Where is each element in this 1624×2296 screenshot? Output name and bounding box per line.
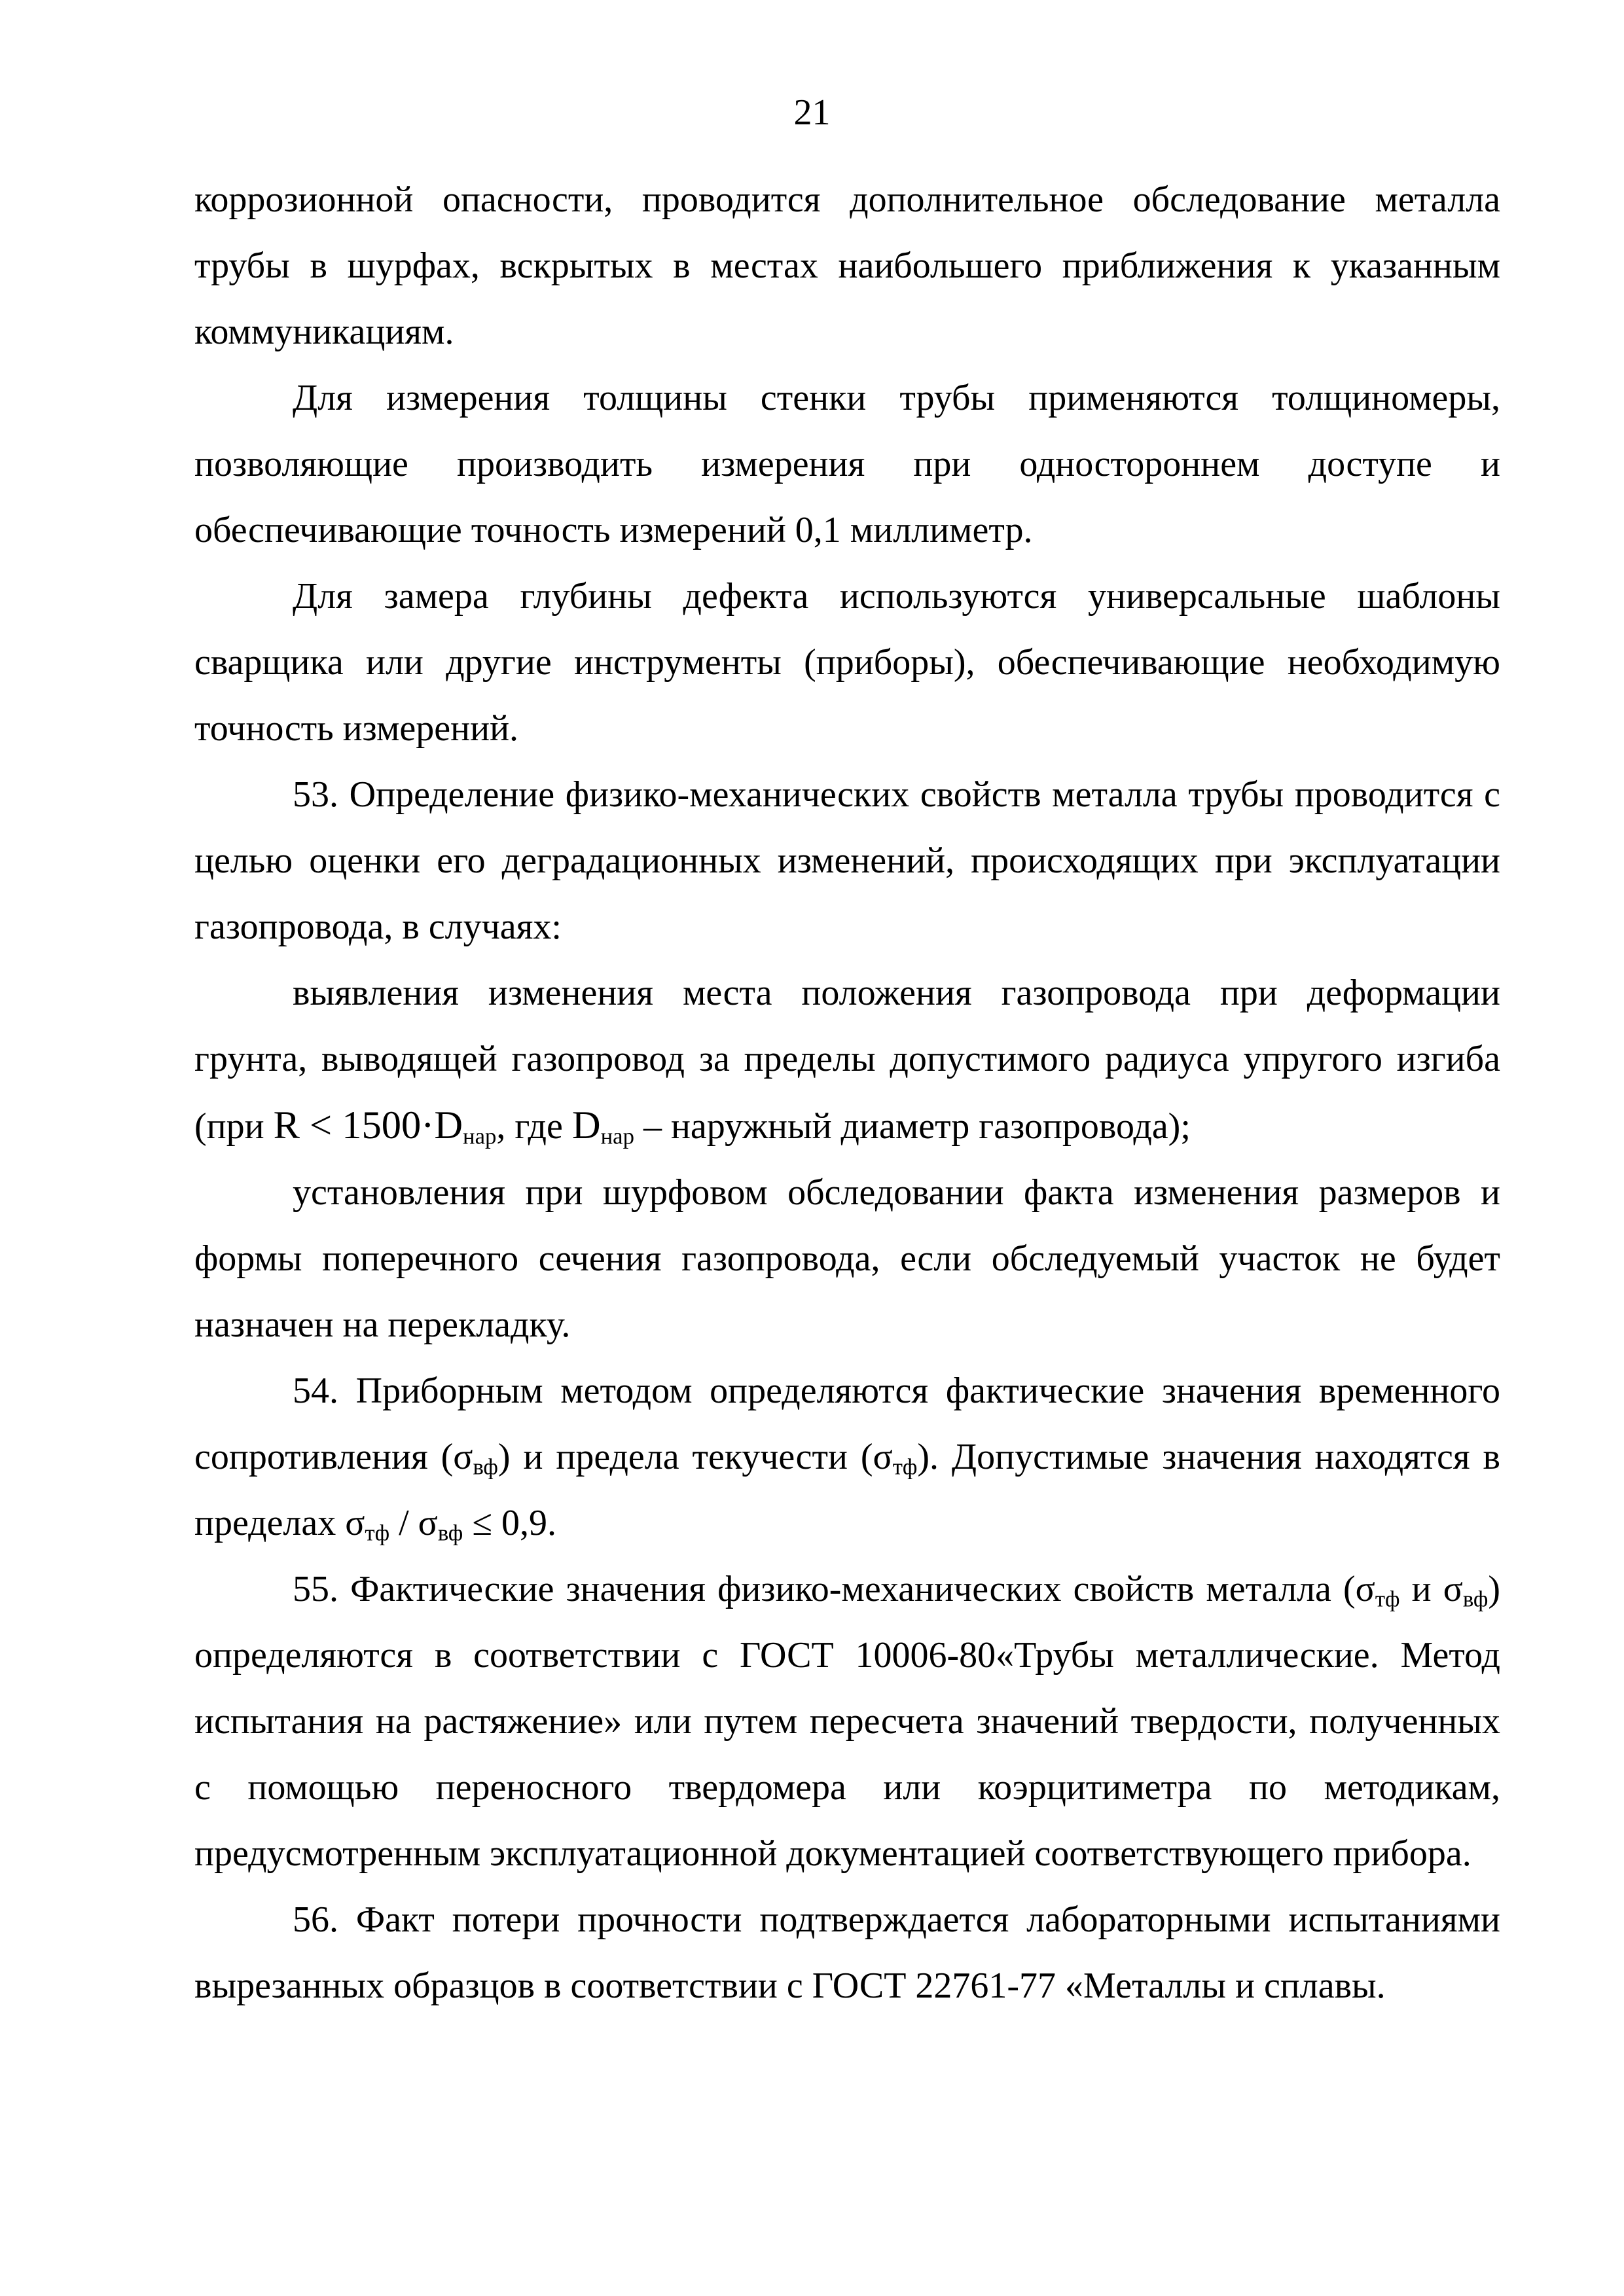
text-run: и σ bbox=[1399, 1569, 1463, 1609]
paragraph-55 bbox=[194, 1556, 1500, 1887]
subscript: тф bbox=[892, 1454, 918, 1480]
paragraph-continuation: коррозионной опасности, проводится дополнительное обследование металла трубы в шурфах, вскрытых в местах наибольшего приближения к указанным коммуникациям. bbox=[194, 179, 1500, 352]
text-run: ). Допустимые значения находятся в пределах σ bbox=[194, 1437, 1501, 1543]
subscript: вф bbox=[437, 1520, 463, 1546]
text-run: ) и предела текучести (σ bbox=[497, 1437, 893, 1477]
subscript: вф bbox=[473, 1454, 498, 1480]
subscript: тф bbox=[1375, 1586, 1400, 1612]
page-number: 21 bbox=[793, 92, 831, 133]
paragraph-53-case-cross-section: установления при шурфовом обследовании факта изменения размеров и формы поперечного сечения газопровода, если обследуемый участок не будет назначен на перекладку. bbox=[194, 1172, 1500, 1345]
subscript: тф bbox=[365, 1520, 390, 1546]
text-run: , где bbox=[496, 1106, 572, 1147]
text-run: / σ bbox=[389, 1503, 438, 1543]
text-run: выявления изменения места положения газопровода при деформации грунта, выводящей газопровод за пределы допустимого радиуса упругого изгиба (при bbox=[194, 973, 1500, 1147]
formula-radius: R < 1500·D bbox=[273, 1103, 463, 1147]
text-run: 54. Приборным методом определяются фактические значения временного сопротивления (σ bbox=[194, 1371, 1500, 1477]
paragraph-53: 53. Определение физико-механических свойств металла трубы проводится с целью оценки его деградационных изменений, происходящих при эксплуатации газопровода, в случаях: bbox=[194, 774, 1500, 947]
subscript: нар bbox=[463, 1123, 497, 1149]
paragraph-defect-depth: Для замера глубины дефекта используются универсальные шаблоны сварщика или другие инструменты (приборы), обеспечивающие необходимую точность измерений. bbox=[194, 576, 1500, 749]
text-run: – наружный диаметр газопровода); bbox=[634, 1106, 1191, 1147]
paragraph-53-case-deformation bbox=[194, 960, 1500, 1160]
text-run: 55. Фактические значения физико-механических свойств металла (σ bbox=[293, 1569, 1375, 1609]
subscript: вф bbox=[1462, 1586, 1489, 1612]
text-run: ≤ 0,9. bbox=[463, 1503, 557, 1543]
symbol-d: D bbox=[571, 1103, 601, 1147]
paragraph-thickness-measurement: Для измерения толщины стенки трубы применяются толщиномеры, позволяющие производить измерения при одностороннем доступе и обеспечивающие точность измерений 0,1 миллиметр. bbox=[194, 378, 1500, 550]
subscript: нар bbox=[600, 1123, 634, 1149]
document-body bbox=[194, 167, 1500, 2019]
paragraph-54 bbox=[194, 1358, 1500, 1556]
paragraph-56: 56. Факт потери прочности подтверждается лабораторными испытаниями вырезанных образцов в соответствии с ГОСТ 22761-77 «Металлы и сплавы. bbox=[194, 1899, 1500, 2006]
text-run: ) определяются в соответствии с ГОСТ 10006-80«Трубы металлические. Метод испытания на растяжение» или путем пересчета значений твердости, полученных с помощью переносного твердомера или коэрцитиметра по методикам, предусмотренным эксплуатационной документацией соответствующего прибора. bbox=[194, 1569, 1501, 1874]
